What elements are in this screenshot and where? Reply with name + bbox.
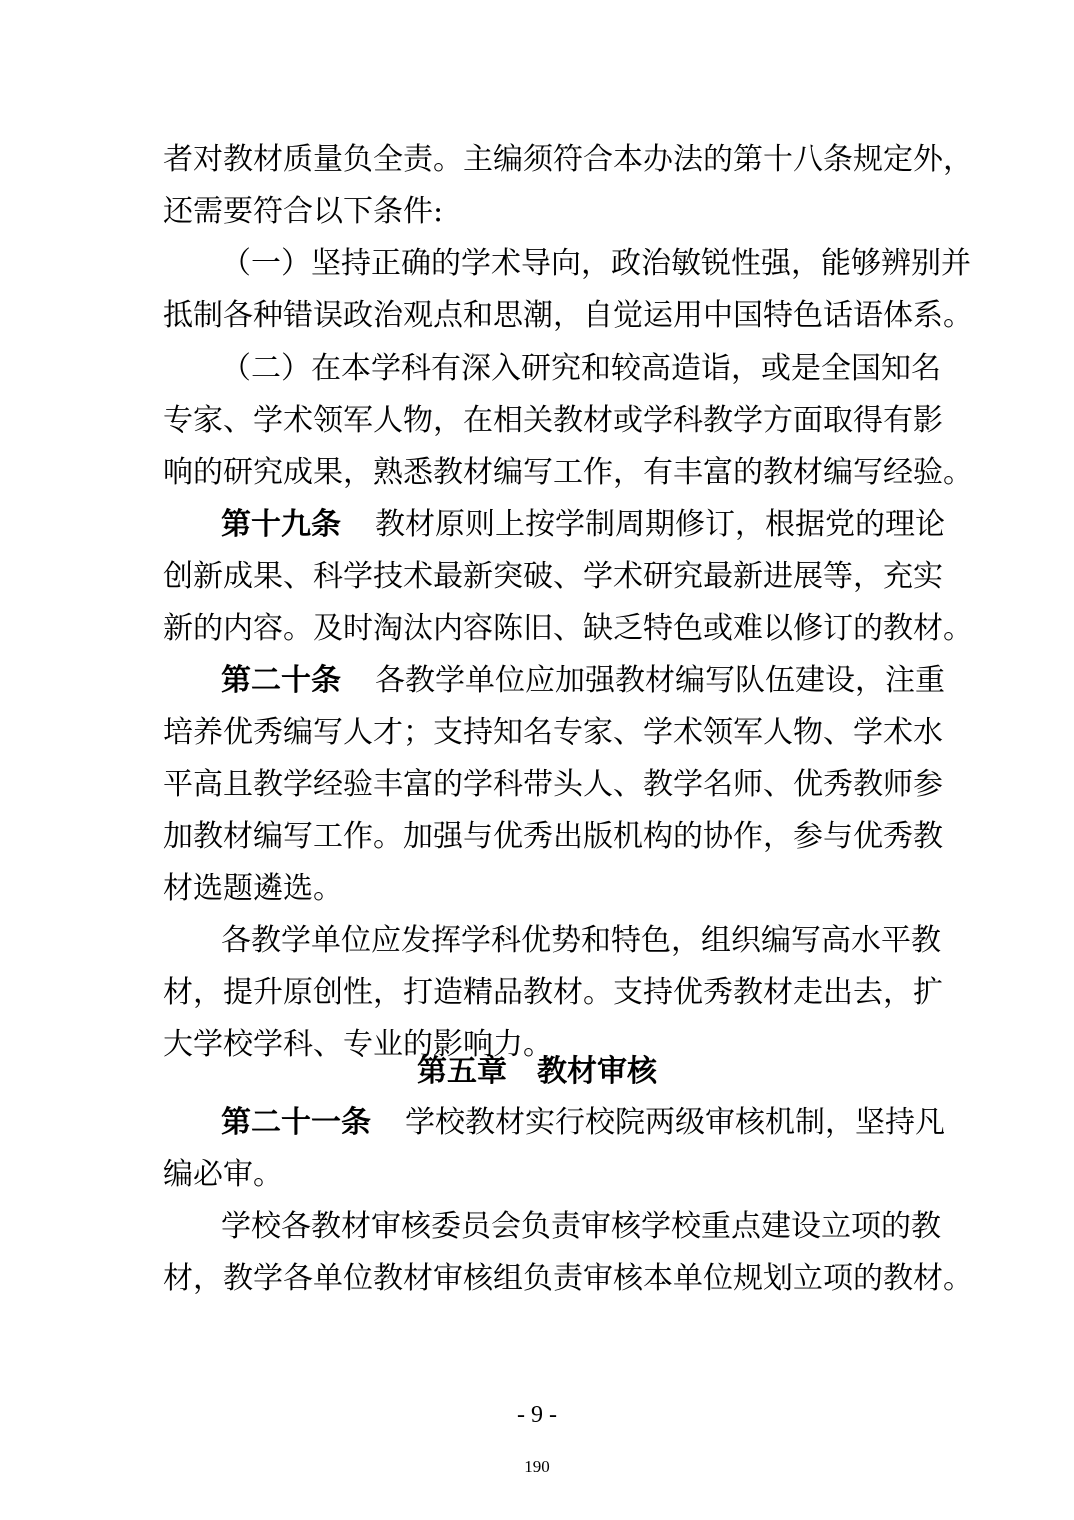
text-line: （一）坚持正确的学术导向，政治敏锐性强，能够辨别并 [221,246,971,281]
page-number: - 9 - [517,1402,557,1428]
article-heading: 第二十一条 [221,1105,371,1140]
text-line: 新的内容。及时淘汰内容陈旧、缺乏特色或难以修订的教材。 [163,611,973,646]
text-line: 学校各教材审核委员会负责审核学校重点建设立项的教 [221,1209,941,1244]
text-line: 响的研究成果，熟悉教材编写工作，有丰富的教材编写经验。 [163,455,973,490]
article-21-line [221,1103,945,1143]
text-line: 各教学单位应发挥学科优势和特色，组织编写高水平教 [221,923,941,958]
article-heading: 第十九条 [221,507,341,542]
text-line: 创新成果、科学技术最新突破、学术研究最新进展等，充实 [163,559,943,594]
article-20-line [221,661,945,701]
text-line: 材，教学各单位教材审核组负责审核本单位规划立项的教材。 [163,1261,973,1296]
text-line: 抵制各种错误政治观点和思潮，自觉运用中国特色话语体系。 [163,298,973,333]
text-line: 教材原则上按学制周期修订，根据党的理论 [375,507,945,542]
text-line: 材选题遴选。 [163,871,343,906]
chapter-heading [0,1052,1074,1092]
chapter-number: 第五章 [417,1054,507,1089]
text-line: （二）在本学科有深入研究和较高造诣，或是全国知名 [221,351,941,386]
text-line: 还需要符合以下条件: [163,194,444,229]
text-line: 者对教材质量负全责。主编须符合本办法的第十八条规定外， [163,142,973,177]
text-line: 学校教材实行校院两级审核机制，坚持凡 [405,1105,945,1140]
text-line: 平高且教学经验丰富的学科带头人、教学名师、优秀教师参 [163,767,943,802]
text-line: 大学校学科、专业的影响力。 [163,1027,553,1062]
text-line: 加教材编写工作。加强与优秀出版机构的协作，参与优秀教 [163,819,943,854]
article-heading: 第二十条 [221,663,341,698]
chapter-title: 教材审核 [537,1054,657,1089]
document-number: 190 [524,1457,550,1476]
text-line: 材，提升原创性，打造精品教材。支持优秀教材走出去，扩 [163,975,943,1010]
article-19-line [221,505,945,545]
text-line: 专家、学术领军人物，在相关教材或学科教学方面取得有影 [163,403,943,438]
text-line: 各教学单位应加强教材编写队伍建设，注重 [375,663,945,698]
text-line: 编必审。 [163,1157,283,1192]
text-line: 培养优秀编写人才；支持知名专家、学术领军人物、学术水 [163,715,943,750]
